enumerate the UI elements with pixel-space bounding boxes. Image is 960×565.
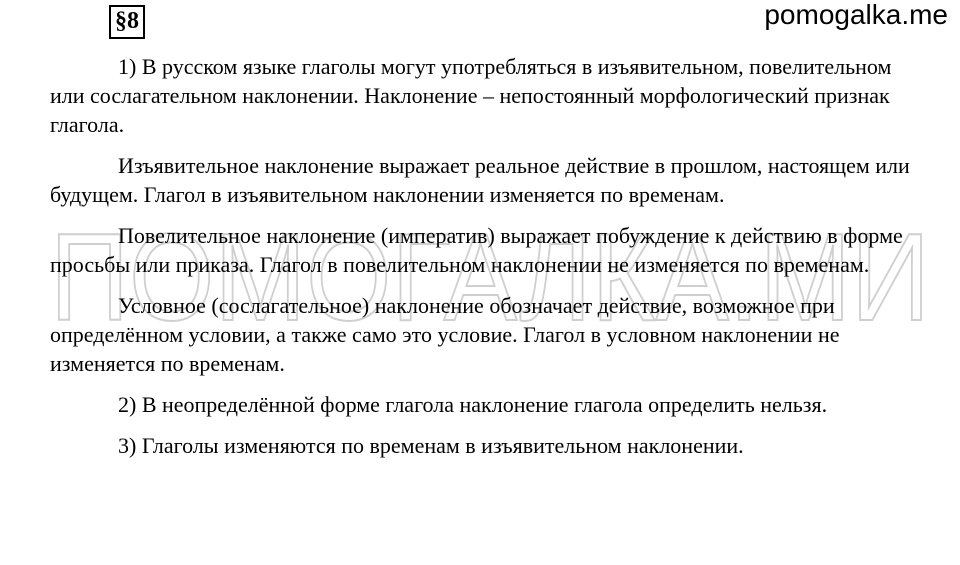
paragraph-6: 3) Глаголы изменяются по временам в изъявительном наклонении. <box>118 433 744 458</box>
site-name: pomogalka.me <box>764 0 948 30</box>
paragraph-3: Повелительное наклонение (императив) выражает побуждение к действию в форме просьбы или приказа. Глагол в повелительном наклонении не изменяется по временам. <box>50 223 903 277</box>
section-badge: §8 <box>109 5 145 39</box>
paragraph-1: 1) В русском языке глаголы могут употребляться в изъявительном, повелительном или сослагательном наклонении. Наклонение – непостоянный морфологический признак глагола. <box>50 54 892 137</box>
paragraph-4: Условное (сослагательное) наклонение обозначает действие, возможное при определённом условии, а также само это условие. Глагол в условном наклонении не изменяется по временам. <box>50 293 840 376</box>
watermark-text: ПОМОГАЛКА.МИ <box>50 209 930 338</box>
paragraph-5: 2) В неопределённой форме глагола наклонение глагола определить нельзя. <box>118 392 828 417</box>
paragraph-2: Изъявительное наклонение выражает реальное действие в прошлом, настоящем или будущем. Глагол в изъявительном наклонении изменяется по временам. <box>50 153 910 207</box>
document-body <box>50 52 930 472</box>
